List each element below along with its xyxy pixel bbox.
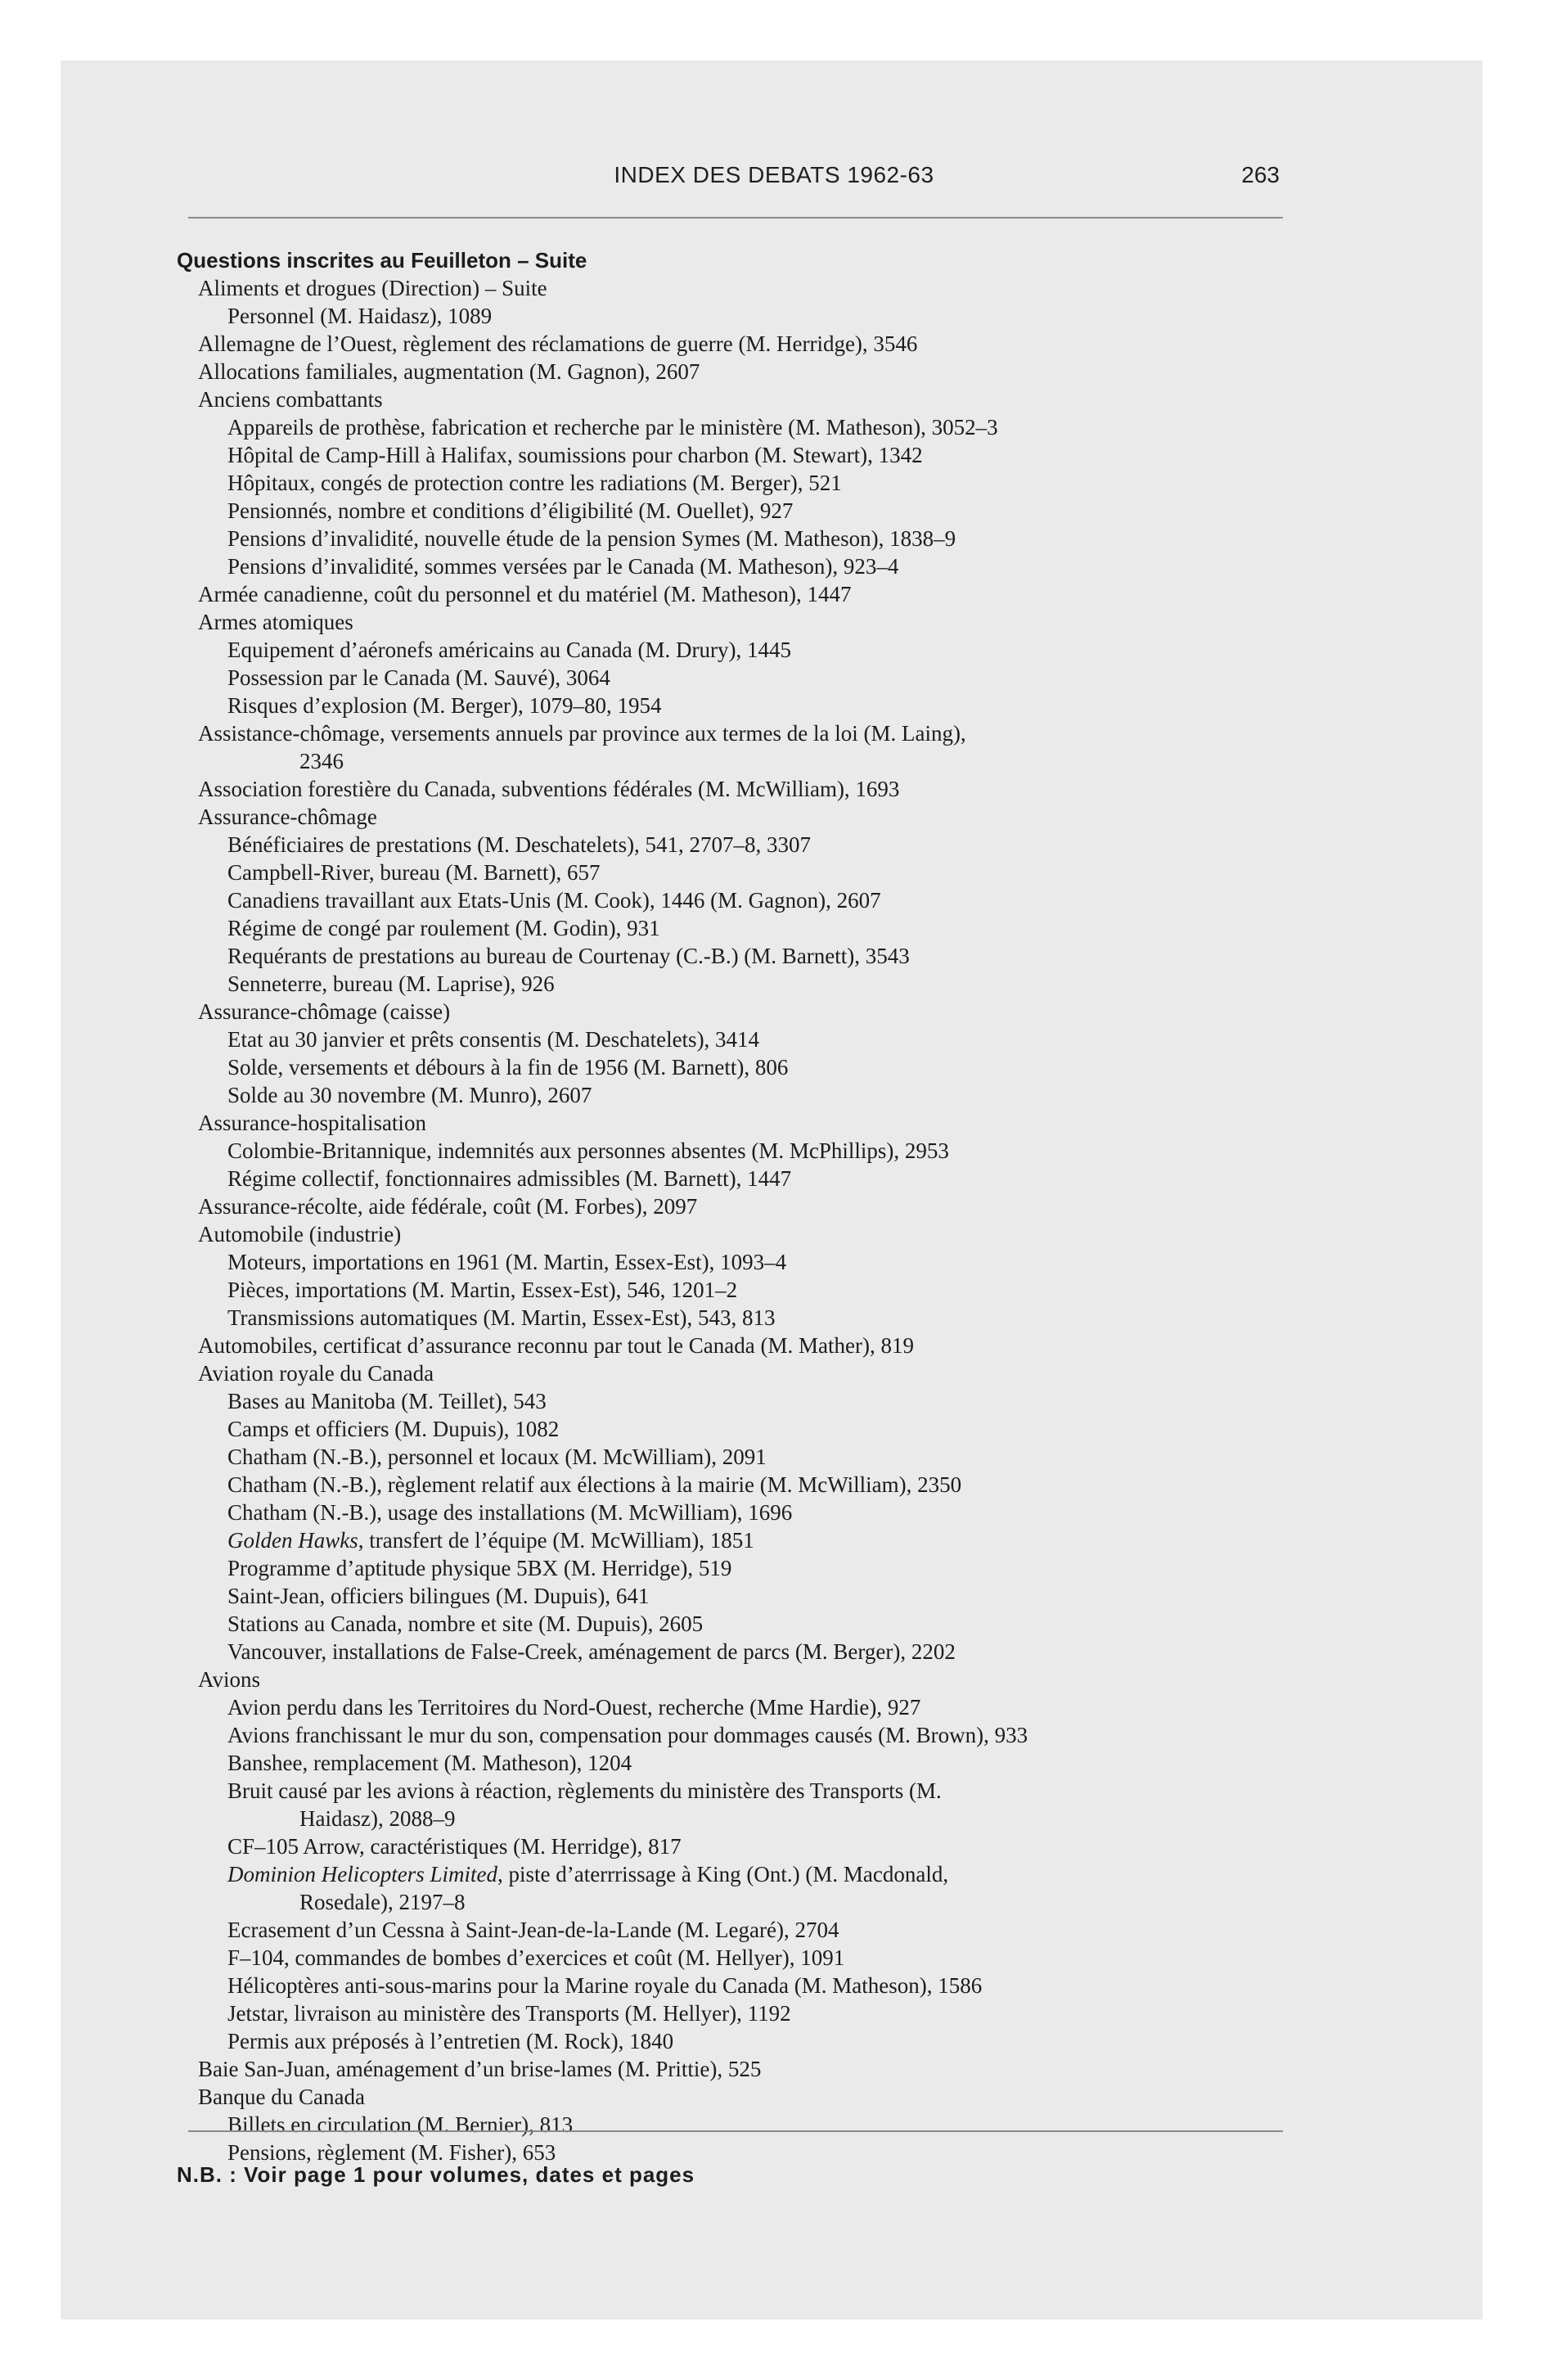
index-entry — [0, 1387, 1548, 1415]
index-entry — [0, 664, 1548, 692]
index-entry-body: Assurance-récolte, aide fédérale, coût (M. Forbes), 2097 — [198, 1194, 698, 1219]
index-entry-text — [227, 1248, 786, 1276]
index-entry-text — [227, 1721, 1028, 1749]
index-entry-text — [198, 580, 852, 608]
index-entry-body: Allocations familiales, augmentation (M. Gagnon), 2607 — [198, 359, 700, 384]
index-entry — [0, 497, 1548, 525]
index-entry-body: Canadiens travaillant aux Etats-Unis (M. Cook), 1446 (M. Gagnon), 2607 — [227, 888, 881, 913]
index-entry-body: Pensions d’invalidité, nouvelle étude de la pension Symes (M. Matheson), 1838–9 — [227, 526, 956, 551]
index-entry-body: Avions — [198, 1667, 261, 1692]
index-entry-body: Jetstar, livraison au ministère des Transports (M. Hellyer), 1192 — [227, 2001, 791, 2026]
index-entry-body: Solde au 30 novembre (M. Munro), 2607 — [227, 1083, 592, 1107]
index-entry — [0, 2055, 1548, 2083]
index-entry-text — [198, 1220, 401, 1248]
index-entry — [0, 692, 1548, 719]
index-entry-body: Chatham (N.-B.), règlement relatif aux élections à la mairie (M. McWilliam), 2350 — [227, 1472, 962, 1497]
index-entry-text — [227, 1554, 731, 1582]
index-entry-body: Ecrasement d’un Cessna à Saint-Jean-de-la-Lande (M. Legaré), 2704 — [227, 1918, 839, 1942]
index-entry-text — [198, 803, 377, 831]
index-entry — [0, 2027, 1548, 2055]
index-entry-text — [198, 1359, 434, 1387]
index-entry-body: Banque du Canada — [198, 2085, 365, 2109]
index-entry-body: , piste d’aterrrissage à King (Ont.) (M. Macdonald, — [497, 1862, 949, 1886]
index-entry-text — [227, 1860, 948, 1888]
index-entry-body: Aviation royale du Canada — [198, 1361, 434, 1386]
index-entry-body: Bruit causé par les avions à réaction, règlements du ministère des Transports (M. — [227, 1778, 942, 1803]
index-entry-text — [227, 1916, 839, 1944]
index-entry-body: Campbell-River, bureau (M. Barnett), 657 — [227, 860, 601, 885]
index-entry-body: Avion perdu dans les Territoires du Nord-Ouest, recherche (Mme Hardie), 927 — [227, 1695, 921, 1720]
index-entry-body: Questions inscrites au Feuilleton – Suite — [177, 248, 587, 273]
index-entry-text — [227, 970, 555, 998]
index-entry — [0, 1081, 1548, 1109]
index-entry-text — [227, 1610, 703, 1638]
index-entry-body: Pensions, règlement (M. Fisher), 653 — [227, 2140, 556, 2165]
index-entry — [0, 1916, 1548, 1944]
index-entry — [0, 1248, 1548, 1276]
index-entry-text — [227, 1999, 791, 2027]
index-entry-body: Vancouver, installations de False-Creek, aménagement de parcs (M. Berger), 2202 — [227, 1639, 956, 1664]
index-entry-body: Colombie-Britannique, indemnités aux personnes absentes (M. McPhillips), 2953 — [227, 1138, 949, 1163]
index-entry-text — [227, 1276, 737, 1304]
index-entry — [0, 330, 1548, 358]
index-entry-body: Personnel (M. Haidasz), 1089 — [227, 304, 493, 328]
index-entry — [0, 942, 1548, 970]
index-entry — [0, 914, 1548, 942]
index-entry — [0, 302, 1548, 330]
index-entry-text — [227, 1025, 759, 1053]
index-entry — [0, 1443, 1548, 1471]
index-entry — [0, 859, 1548, 886]
index-entry — [0, 1777, 1548, 1805]
index-entry — [0, 970, 1548, 998]
index-entry — [0, 1749, 1548, 1777]
index-entry-text — [198, 775, 899, 803]
index-entry-text — [198, 608, 353, 636]
index-entry — [0, 719, 1548, 747]
index-entries — [0, 246, 1548, 2166]
index-entry — [0, 358, 1548, 385]
index-entry-text — [227, 1749, 632, 1777]
index-entry-body: Bases au Manitoba (M. Teillet), 543 — [227, 1389, 547, 1413]
index-entry-body: Possession par le Canada (M. Sauvé), 3064 — [227, 665, 610, 690]
footer-note: N.B. : Voir page 1 pour volumes, dates et pages — [177, 2162, 695, 2187]
index-entry-body: Anciens combattants — [198, 387, 383, 412]
index-entry-text — [177, 246, 587, 274]
page-header — [0, 162, 1548, 195]
index-entry-body: Aliments et drogues (Direction) – Suite — [198, 276, 547, 300]
index-entry — [0, 1053, 1548, 1081]
index-entry-text — [198, 330, 917, 358]
index-entry-text — [198, 1332, 914, 1359]
index-entry-body: Solde, versements et débours à la fin de 1956 (M. Barnett), 806 — [227, 1055, 789, 1080]
index-entry-text — [227, 1304, 775, 1332]
running-title: INDEX DES DEBATS 1962-63 — [614, 162, 934, 187]
index-entry — [0, 385, 1548, 413]
index-entry-text — [227, 2027, 673, 2055]
index-entry-body: Stations au Canada, nombre et site (M. Dupuis), 2605 — [227, 1611, 704, 1636]
index-entry-text — [198, 358, 700, 385]
index-entry-body: Pensionnés, nombre et conditions d’éligibilité (M. Ouellet), 927 — [227, 498, 794, 523]
index-entry-text — [227, 636, 791, 664]
index-entry — [0, 1192, 1548, 1220]
index-entry — [0, 1499, 1548, 1526]
index-entry — [0, 1610, 1548, 1638]
index-entry — [0, 1805, 1548, 1832]
index-entry — [0, 1721, 1548, 1749]
index-entry-text — [299, 1888, 465, 1916]
index-entry-text — [198, 998, 450, 1025]
index-entry-body: F–104, commandes de bombes d’exercices et coût (M. Hellyer), 1091 — [227, 1945, 845, 1970]
index-entry-body: Bénéficiaires de prestations (M. Deschatelets), 541, 2707–8, 3307 — [227, 832, 812, 857]
index-entry — [0, 1554, 1548, 1582]
index-entry — [0, 747, 1548, 775]
index-entry-body: Automobiles, certificat d’assurance reconnu par tout le Canada (M. Mather), 819 — [198, 1333, 914, 1358]
index-entry-text — [227, 469, 842, 497]
index-entry — [0, 441, 1548, 469]
index-entry — [0, 1999, 1548, 2027]
index-entry-body: Banshee, remplacement (M. Matheson), 1204 — [227, 1751, 632, 1775]
section-heading — [0, 246, 1548, 274]
index-entry — [0, 1860, 1548, 1888]
index-entry-text — [198, 274, 547, 302]
index-entry-body: Chatham (N.-B.), usage des installations (M. McWilliam), 1696 — [227, 1500, 793, 1525]
index-entry-body: Senneterre, bureau (M. Laprise), 926 — [227, 971, 555, 996]
index-entry-body: Saint-Jean, officiers bilingues (M. Dupuis), 641 — [227, 1584, 650, 1608]
index-entry-text — [198, 1109, 426, 1137]
index-entry-text — [198, 385, 383, 413]
index-entry-text — [227, 2111, 573, 2139]
index-entry-body: Permis aux préposés à l’entretien (M. Rock), 1840 — [227, 2029, 674, 2053]
index-entry-body: Allemagne de l’Ouest, règlement des réclamations de guerre (M. Herridge), 3546 — [198, 331, 918, 356]
index-entry — [0, 1165, 1548, 1192]
index-entry-text — [227, 525, 956, 552]
index-entry-body: Armée canadienne, coût du personnel et du matériel (M. Matheson), 1447 — [198, 582, 852, 606]
index-entry — [0, 1582, 1548, 1610]
index-entry — [0, 1944, 1548, 1972]
index-entry — [0, 1304, 1548, 1332]
index-entry-body: Moteurs, importations en 1961 (M. Martin, Essex-Est), 1093–4 — [227, 1250, 787, 1274]
index-entry-body: Assurance-chômage (caisse) — [198, 999, 451, 1024]
index-entry-text — [227, 1165, 791, 1192]
index-entry-body: Risques d’explosion (M. Berger), 1079–80, 1954 — [227, 693, 662, 718]
index-entry — [0, 775, 1548, 803]
footer-rule — [188, 2130, 1283, 2132]
index-entry — [0, 1359, 1548, 1387]
index-entry-text — [227, 413, 998, 441]
index-entry-body: Billets en circulation (M. Bernier), 813 — [227, 2112, 574, 2137]
index-entry-body: Association forestière du Canada, subventions fédérales (M. McWilliam), 1693 — [198, 777, 900, 801]
index-entry-body: Hélicoptères anti-sous-marins pour la Marine royale du Canada (M. Matheson), 1586 — [227, 1973, 983, 1998]
index-entry-text — [227, 692, 661, 719]
index-entry-text — [227, 1443, 767, 1471]
index-entry — [0, 469, 1548, 497]
index-entry-body: Armes atomiques — [198, 610, 353, 634]
index-entry — [0, 1526, 1548, 1554]
index-entry-body: Camps et officiers (M. Dupuis), 1082 — [227, 1417, 560, 1441]
index-entry-body: Transmissions automatiques (M. Martin, Essex-Est), 543, 813 — [227, 1305, 776, 1330]
index-entry — [0, 1832, 1548, 1860]
index-entry-body: , transfert de l’équipe (M. McWilliam), 1851 — [358, 1528, 754, 1553]
index-entry-body: Haidasz), 2088–9 — [299, 1806, 456, 1831]
index-entry-text — [299, 1805, 455, 1832]
index-entry-italic-title: Golden Hawks — [227, 1528, 358, 1553]
index-entry-text — [198, 1666, 260, 1693]
index-entry — [0, 831, 1548, 859]
index-entry-body: 2346 — [299, 749, 344, 773]
index-entry-text — [227, 1137, 949, 1165]
index-entry-body: CF–105 Arrow, caractéristiques (M. Herridge), 817 — [227, 1834, 682, 1859]
index-entry — [0, 1693, 1548, 1721]
index-entry-text — [198, 719, 966, 747]
index-entry-body: Hôpital de Camp-Hill à Halifax, soumissions pour charbon (M. Stewart), 1342 — [227, 443, 923, 467]
index-entry-text — [299, 747, 344, 775]
index-entry — [0, 1109, 1548, 1137]
index-entry-text — [227, 1053, 788, 1081]
index-entry-text — [198, 1192, 697, 1220]
index-entry-text — [227, 1582, 649, 1610]
index-entry-body: Automobile (industrie) — [198, 1222, 402, 1246]
index-entry-body: Régime de congé par roulement (M. Godin), 931 — [227, 916, 660, 940]
index-entry — [0, 1220, 1548, 1248]
index-entry-body: Assistance-chômage, versements annuels par province aux termes de la loi (M. Laing), — [198, 721, 966, 746]
index-entry — [0, 1972, 1548, 1999]
index-entry-text — [227, 1972, 982, 1999]
index-entry-text — [198, 2055, 761, 2083]
index-entry-text — [227, 302, 492, 330]
index-entry-body: Equipement d’aéronefs américains au Canada (M. Drury), 1445 — [227, 638, 792, 662]
index-entry-text — [227, 1832, 682, 1860]
index-entry-text — [227, 1944, 844, 1972]
index-entry — [0, 1415, 1548, 1443]
index-entry-text — [227, 942, 910, 970]
index-entry-text — [227, 1777, 942, 1805]
index-entry — [0, 274, 1548, 302]
index-entry-text — [227, 1526, 754, 1554]
index-entry-text — [227, 886, 881, 914]
index-entry-text — [227, 1415, 559, 1443]
index-entry — [0, 998, 1548, 1025]
index-entry — [0, 608, 1548, 636]
index-entry-body: Régime collectif, fonctionnaires admissibles (M. Barnett), 1447 — [227, 1166, 792, 1191]
index-entry — [0, 1332, 1548, 1359]
index-entry — [0, 525, 1548, 552]
index-entry — [0, 636, 1548, 664]
index-entry-body: Programme d’aptitude physique 5BX (M. Herridge), 519 — [227, 1556, 732, 1580]
index-entry — [0, 1638, 1548, 1666]
index-entry-body: Avions franchissant le mur du son, compensation pour dommages causés (M. Brown), 933 — [227, 1723, 1028, 1747]
index-entry-text — [227, 1499, 792, 1526]
index-entry — [0, 552, 1548, 580]
index-entry-italic-title: Dominion Helicopters Limited — [227, 1862, 497, 1886]
index-entry-body: Etat au 30 janvier et prêts consentis (M. Deschatelets), 3414 — [227, 1027, 760, 1052]
index-entry-text — [227, 497, 793, 525]
index-entry-body: Baie San-Juan, aménagement d’un brise-lames (M. Prittie), 525 — [198, 2057, 762, 2081]
index-entry — [0, 1666, 1548, 1693]
page-number: 263 — [1241, 162, 1280, 187]
index-entry-text — [227, 831, 811, 859]
index-entry-body: Assurance-hospitalisation — [198, 1111, 426, 1135]
index-entry-body: Pensions d’invalidité, sommes versées par le Canada (M. Matheson), 923–4 — [227, 554, 899, 579]
index-entry — [0, 413, 1548, 441]
index-entry — [0, 2083, 1548, 2111]
index-entry-body: Appareils de prothèse, fabrication et recherche par le ministère (M. Matheson), 3052–3 — [227, 415, 998, 439]
index-entry-text — [198, 2083, 365, 2111]
index-entry-body: Assurance-chômage — [198, 805, 377, 829]
index-entry-body: Hôpitaux, congés de protection contre les radiations (M. Berger), 521 — [227, 471, 842, 495]
index-entry — [0, 2111, 1548, 2139]
index-entry-text — [227, 914, 660, 942]
index-entry-body: Pièces, importations (M. Martin, Essex-Est), 546, 1201–2 — [227, 1278, 738, 1302]
index-entry-text — [227, 1081, 592, 1109]
index-entry-text — [227, 1693, 920, 1721]
index-entry-body: Chatham (N.-B.), personnel et locaux (M. McWilliam), 2091 — [227, 1445, 767, 1469]
index-entry — [0, 1888, 1548, 1916]
header-rule — [188, 217, 1283, 219]
index-entry-text — [227, 552, 898, 580]
index-entry — [0, 886, 1548, 914]
index-entry — [0, 1137, 1548, 1165]
index-entry-body: Requérants de prestations au bureau de Courtenay (C.-B.) (M. Barnett), 3543 — [227, 944, 910, 968]
index-entry-text — [227, 1387, 547, 1415]
index-entry — [0, 1276, 1548, 1304]
index-entry-text — [227, 1638, 956, 1666]
index-entry-body: Rosedale), 2197–8 — [299, 1890, 466, 1914]
index-entry-text — [227, 1471, 961, 1499]
index-entry — [0, 803, 1548, 831]
index-entry-text — [227, 441, 923, 469]
index-entry — [0, 1471, 1548, 1499]
index-entry — [0, 1025, 1548, 1053]
index-entry-text — [227, 664, 610, 692]
index-entry — [0, 580, 1548, 608]
index-entry-text — [227, 859, 601, 886]
